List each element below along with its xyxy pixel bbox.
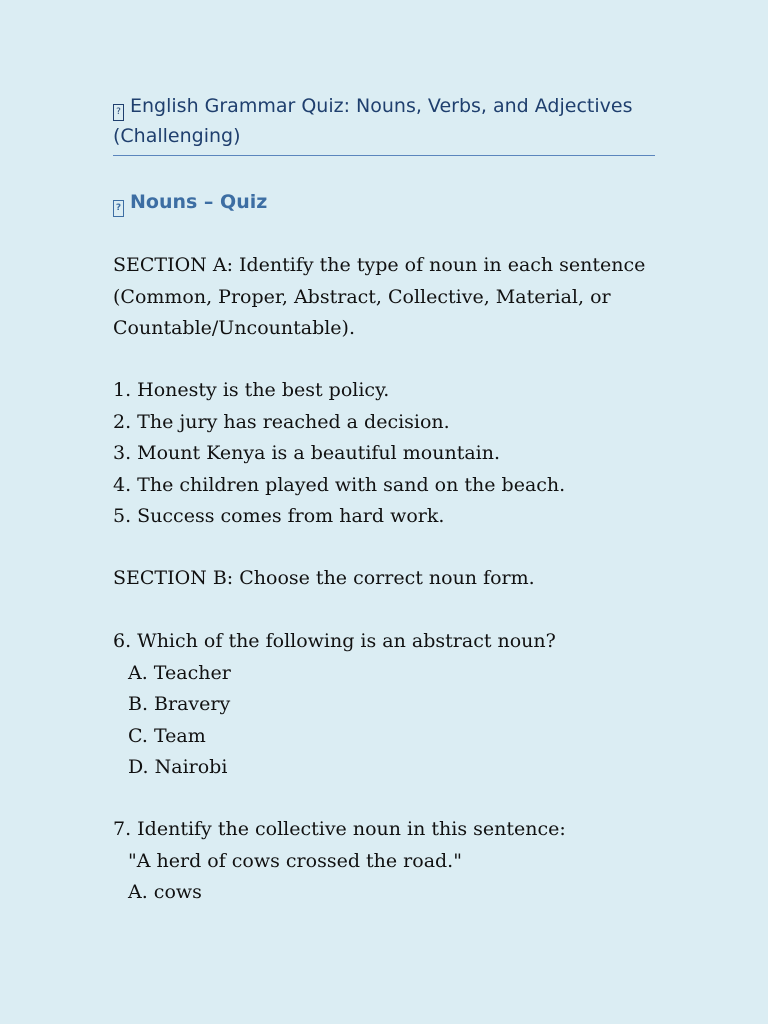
section-a-line-3: Countable/Uncountable). <box>113 317 355 339</box>
question-7: 7. Identify the collective noun in this sentence: <box>113 818 566 840</box>
q6-option-a: A. Teacher <box>128 661 231 684</box>
q7-quote: "A herd of cows crossed the road." <box>128 849 462 872</box>
section-b-instructions <box>113 563 535 595</box>
section-a-questions <box>113 375 565 533</box>
q6-option-b: B. Bravery <box>128 693 231 715</box>
pencil-emoji-icon: ? <box>113 200 124 217</box>
q7-option-a: A. cows <box>128 881 202 903</box>
title-line-1 <box>113 91 655 121</box>
section-a-instructions <box>113 250 645 345</box>
question-7-block <box>113 814 566 909</box>
q6-option-d: D. Nairobi <box>128 756 228 778</box>
question-4: 4. The children played with sand on the beach. <box>113 473 566 496</box>
section-heading-text: Nouns – Quiz <box>130 191 268 213</box>
section-heading <box>113 187 267 217</box>
question-6: 6. Which of the following is an abstract noun? <box>113 630 556 652</box>
question-2: 2. The jury has reached a decision. <box>113 410 450 433</box>
section-b-line: SECTION B: Choose the correct noun form. <box>113 567 535 589</box>
title-text-2: (Challenging) <box>113 125 241 147</box>
question-5: 5. Success comes from hard work. <box>113 505 445 527</box>
section-a-line-2: (Common, Proper, Abstract, Collective, Material, or <box>113 285 611 308</box>
section-a-line-1: SECTION A: Identify the type of noun in each sentence <box>113 254 646 276</box>
document-emoji-icon: ? <box>113 104 124 121</box>
question-1: 1. Honesty is the best policy. <box>113 379 390 401</box>
q6-option-c: C. Team <box>128 724 206 747</box>
title-text-1: English Grammar Quiz: Nouns, Verbs, and Adjectives <box>130 95 633 117</box>
question-6-block <box>113 626 556 784</box>
page-title <box>113 91 655 151</box>
title-line-2 <box>113 121 655 151</box>
question-3: 3. Mount Kenya is a beautiful mountain. <box>113 442 501 464</box>
title-divider <box>113 155 655 156</box>
